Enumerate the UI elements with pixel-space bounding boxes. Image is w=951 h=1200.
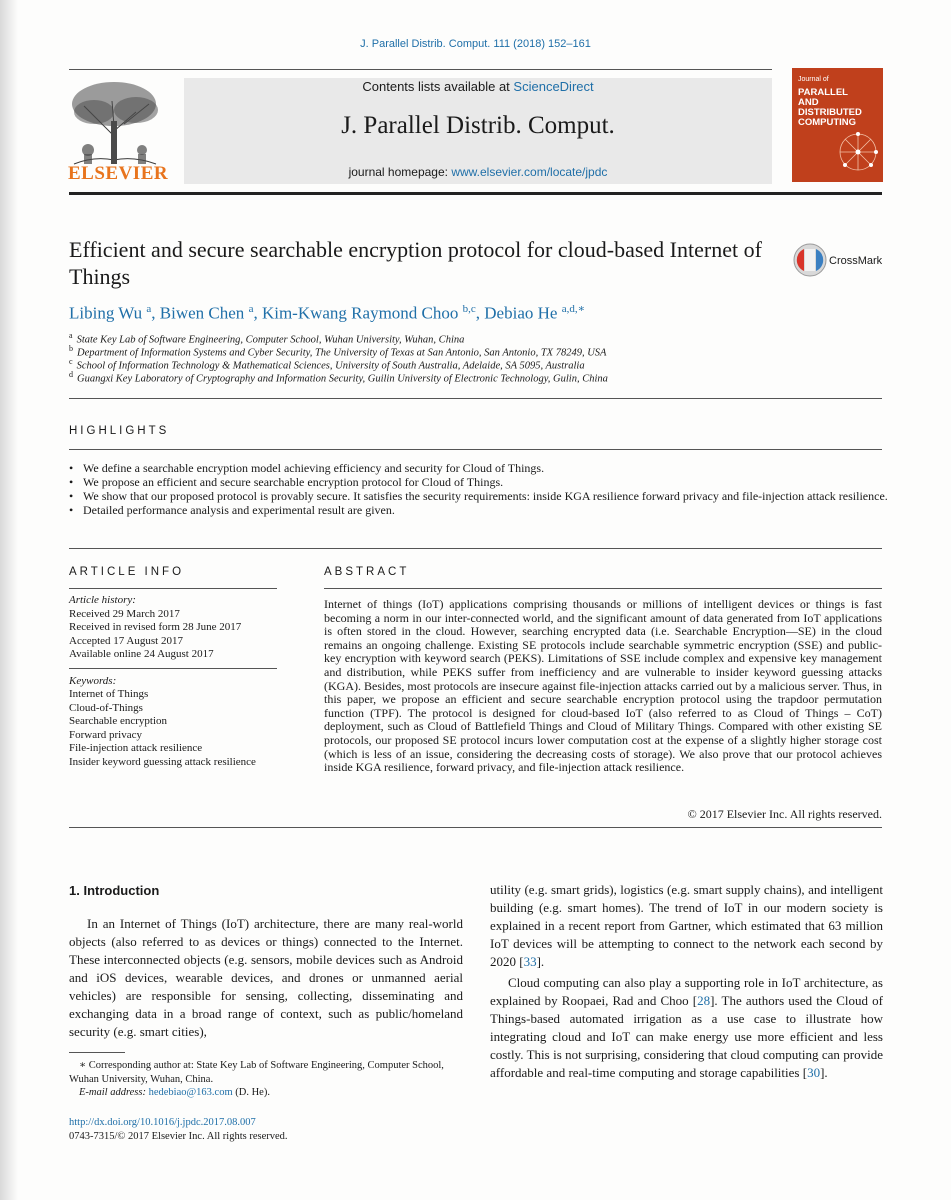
cover-network-graphic <box>834 124 882 182</box>
citation-link[interactable]: 28 <box>697 993 711 1008</box>
keyword: Insider keyword guessing attack resilience <box>69 755 256 768</box>
divider <box>69 668 277 669</box>
history-item: Received in revised form 28 June 2017 <box>69 621 242 633</box>
paper-title: Efficient and secure searchable encryption protocol for cloud-based Internet of Things <box>69 237 762 289</box>
page-shadow <box>0 0 18 1200</box>
intro-paragraph <box>490 881 883 971</box>
contents-line <box>184 79 772 94</box>
keyword: File-injection attack resilience <box>69 742 203 754</box>
highlights-list <box>69 461 889 517</box>
intro-paragraph <box>490 974 883 1082</box>
keywords-label: Keywords: <box>69 674 117 687</box>
affiliation-text: School of Information Technology & Mathematical Sciences, University of South Australia, Adelaide, SA 5095, Australia <box>76 360 585 372</box>
abstract-body: Internet of things (IoT) applications comprising thousands or millions of intelligent devices or things is fast becoming a norm in our inter-connected world, and the significant amount of data generated from IoT applications is often stored in the cloud. However, searching encrypted data (i.e. Searchable Encryption—SE) in the cloud remains an ongoing challenge. Existing SE protocols include searchable symmetric encryption (SSE) and public-key encryption with keyword search (PEKS). Limitations of SSE include complex and expensive key management and distribution, while PEKS suffer from inefficiency and are vulnerable to insider keyword guessing attacks (KGA). Besides, most protocols are insecure against file-injection attacks carried out by a malicious server. Thus, in this paper, we propose an efficient and secure searchable encryption protocol using the trapdoor permutation function (TPF). The protocol is designed for cloud-based IoT (also referred to as Cloud of Things – CoT) deployment, such as Cloud of Battlefield Things and Cloud of Military Things. Compared with other existing SE protocols, our proposed SE protocol incurs lower computation cost at the expense of a slightly higher storage cost (which is less of an issue, considering the decreasing costs of storage). We also prove that our protocol achieves inside KGA resilience, forward privacy, and file-injection attack resilience. <box>324 597 882 775</box>
footnote <box>69 1059 463 1100</box>
intro-right-column <box>490 881 883 1082</box>
abstract-heading: ABSTRACT <box>324 566 410 578</box>
journal-cover[interactable] <box>792 68 883 182</box>
email-label: E-mail address: <box>79 1087 146 1098</box>
intro-paragraph: In an Internet of Things (IoT) architecture, there are many real-world objects (also referred to as devices or things) connected to the Internet. These interconnected objects (e.g. sensors, mobile devices such as Android and iOS devices, wearable devices, and drones or unmanned aerial vehicles) are responsible for sensing, collecting, disseminating and exchanging data in a broad range of context, such as public/homeland security (e.g. smart cities), <box>69 916 463 1039</box>
journal-reference[interactable]: J. Parallel Distrib. Comput. 111 (2018) 152–161 <box>360 38 591 50</box>
divider <box>69 588 277 589</box>
highlight-item: • Detailed performance analysis and experimental result are given. <box>69 503 889 517</box>
crossmark-badge[interactable] <box>793 243 827 282</box>
abstract-copyright: © 2017 Elsevier Inc. All rights reserved. <box>687 807 882 821</box>
homepage-prefix: journal homepage: <box>348 165 448 179</box>
paragraph-text: ]. <box>820 1065 828 1080</box>
author-list: Libing Wu $^a$, Biwen Chen $^a$, Kim-Kwang Raymond Choo $^{b,c}$, Debiao He $^{a,d,∗}$ <box>69 303 586 323</box>
affiliation-mark: c <box>69 357 73 366</box>
section-heading-introduction: 1. Introduction <box>69 883 160 898</box>
keyword: Searchable encryption <box>69 715 168 727</box>
article-info <box>69 594 277 769</box>
homepage-line <box>184 165 772 179</box>
email-link[interactable]: hedebiao@163.com <box>148 1087 233 1098</box>
paragraph-text: Cloud computing can also play a supporting role in IoT architecture, as explained by Roopaei, Rad and Choo [ <box>490 975 883 1008</box>
author-affiliation-mark: a <box>146 303 152 315</box>
divider <box>69 827 882 828</box>
citation-link[interactable]: 33 <box>523 954 537 969</box>
keyword: Forward privacy <box>69 728 143 741</box>
footnote-star: ∗ <box>79 1060 87 1071</box>
highlights-heading: HIGHLIGHTS <box>69 425 170 437</box>
author-name[interactable]: Libing Wu <box>69 303 143 323</box>
highlight-item: • We define a searchable encryption model achieving efficiency and security for Cloud of Things. <box>69 461 889 475</box>
keyword: Internet of Things <box>69 688 149 700</box>
paragraph-text: ]. <box>536 954 545 969</box>
divider <box>69 449 882 450</box>
history-item: Received 29 March 2017 <box>69 607 180 620</box>
affiliation-text: Department of Information Systems and Cyber Security, The University of Texas at San Antonio, San Antonio, TX 78249, USA <box>77 347 607 359</box>
issn-line: 0743-7315/© 2017 Elsevier Inc. All rights reserved. <box>69 1131 288 1142</box>
author-name[interactable]: Biwen Chen <box>159 303 245 323</box>
highlight-item: • We propose an efficient and secure searchable encryption protocol for Cloud of Things. <box>69 475 889 489</box>
header-rule-top <box>69 69 772 70</box>
header-rule-thick <box>69 192 882 195</box>
journal-title: J. Parallel Distrib. Comput. <box>341 112 615 139</box>
divider <box>324 588 882 589</box>
article-info-heading: ARTICLE INFO <box>69 566 185 578</box>
footnote-text: Corresponding author at: State Key Lab of Software Engineering, Computer School, Wuhan University, Wuhan, China. <box>69 1060 444 1085</box>
author-affiliation-mark: a,d,∗ <box>561 303 586 315</box>
contents-prefix: Contents lists available at <box>362 79 510 94</box>
paragraph-text: ]. The authors used the Cloud of Things-based automated irrigation as a use case to illustrate how integrating cloud and IoT can make energy use more efficient and less costly. This is not surprising, considering that cloud computing can provide affordable and real-time computing and storage capabilities [ <box>490 993 883 1080</box>
divider <box>69 398 882 399</box>
intro-left-column <box>69 915 463 1041</box>
cover-title: PARALLEL AND DISTRIBUTED COMPUTING <box>798 87 862 128</box>
affiliation <box>69 370 608 385</box>
affiliation-mark: d <box>69 370 73 379</box>
footnote-rule <box>69 1052 125 1053</box>
affiliation-mark: a <box>69 331 73 340</box>
keyword: Cloud-of-Things <box>69 701 143 714</box>
author-affiliation-mark: b,c <box>462 303 476 315</box>
author-name[interactable]: Kim-Kwang Raymond Choo <box>261 303 459 323</box>
history-item: Accepted 17 August 2017 <box>69 634 183 647</box>
crossmark-icon <box>793 243 827 277</box>
author-affiliation-mark: a <box>248 303 254 315</box>
citation-link[interactable]: 30 <box>807 1065 821 1080</box>
highlight-item: • We show that our proposed protocol is provably secure. It satisfies the security requirements: inside KGA resilience forward privacy and file-injection attack resilience. <box>69 489 889 503</box>
affiliation-text: State Key Lab of Software Engineering, Computer School, Wuhan University, Wuhan, China <box>76 334 465 346</box>
history-item: Available online 24 August 2017 <box>69 648 214 660</box>
author-name[interactable]: Debiao He <box>484 303 558 323</box>
homepage-link[interactable]: www.elsevier.com/locate/jpdc <box>451 165 608 179</box>
publisher-wordmark: ELSEVIER <box>68 163 169 184</box>
affiliation-text: Guangxi Key Laboratory of Cryptography and Information Security, Guilin University of Electronic Technology, Gulin, China <box>77 373 608 385</box>
sciencedirect-link[interactable]: ScienceDirect <box>513 79 594 94</box>
email-suffix: (D. He). <box>235 1087 270 1098</box>
crossmark-label: CrossMark <box>829 255 883 267</box>
cover-kicker: Journal of <box>798 76 829 83</box>
divider <box>69 548 882 549</box>
affiliation-mark: b <box>69 344 73 353</box>
history-label: Article history: <box>69 594 136 606</box>
paragraph-text: utility (e.g. smart grids), logistics (e.g. smart supply chains), and intelligent building (e.g. smart homes). The trend of IoT in our modern society is explained in a recent report from Gartner, which estimated that 63 million IoT devices will be attempting to connect to the network each second by 2020 [ <box>490 882 883 969</box>
doi-link[interactable]: http://dx.doi.org/10.1016/j.jpdc.2017.08.007 <box>69 1117 256 1128</box>
